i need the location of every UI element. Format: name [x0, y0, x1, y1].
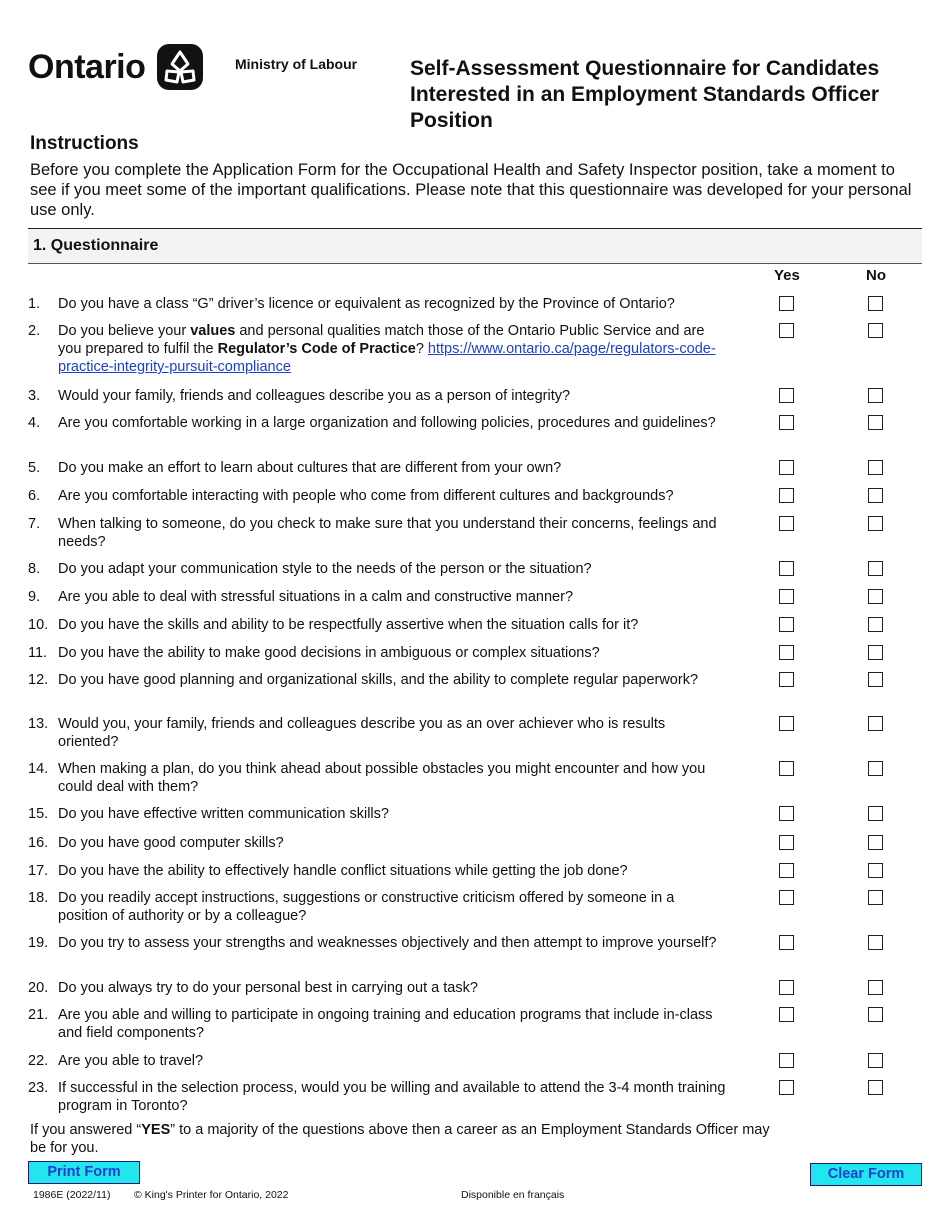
- question-text: Do you adapt your communication style to the needs of the person or the situation?: [58, 561, 592, 577]
- yes-checkbox[interactable]: [779, 296, 794, 311]
- clear-form-button[interactable]: Clear Form: [810, 1163, 922, 1186]
- yes-checkbox[interactable]: [779, 980, 794, 995]
- yes-checkbox[interactable]: [779, 890, 794, 905]
- no-checkbox[interactable]: [868, 672, 883, 687]
- question-number: 7.: [28, 516, 41, 532]
- no-checkbox[interactable]: [868, 388, 883, 403]
- question-text: Are you able to travel?: [58, 1053, 204, 1069]
- no-checkbox[interactable]: [868, 1007, 883, 1022]
- question-text: Would your family, friends and colleagues describe you as a person of integrity?: [58, 388, 571, 404]
- yes-checkbox[interactable]: [779, 645, 794, 660]
- question-text: Do you always try to do your personal best in carrying out a task?: [58, 980, 478, 996]
- question-number: 17.: [28, 863, 49, 879]
- question-text: When making a plan, do you think ahead about possible obstacles you might encounter and how you could deal with them?: [58, 761, 706, 795]
- no-checkbox[interactable]: [868, 806, 883, 821]
- question-number: 10.: [28, 617, 49, 633]
- question-text: Are you comfortable interacting with people who come from different cultures and backgrounds?: [58, 488, 674, 504]
- question-number: 2.: [28, 323, 41, 339]
- copyright: © King's Printer for Ontario, 2022: [134, 1189, 289, 1201]
- question-number: 13.: [28, 716, 49, 732]
- yes-checkbox[interactable]: [779, 388, 794, 403]
- french-version-note: Disponible en français: [461, 1189, 565, 1201]
- yes-checkbox[interactable]: [779, 460, 794, 475]
- question-number: 12.: [28, 672, 49, 688]
- form-title: Self-Assessment Questionnaire for Candidates Interested in an Employment Standards Officer Position: [410, 57, 880, 132]
- question-number: 3.: [28, 388, 41, 404]
- no-checkbox[interactable]: [868, 296, 883, 311]
- question-number: 20.: [28, 980, 49, 996]
- no-checkbox[interactable]: [868, 1053, 883, 1068]
- no-checkbox[interactable]: [868, 460, 883, 475]
- question-number: 14.: [28, 761, 49, 777]
- yes-checkbox[interactable]: [779, 516, 794, 531]
- yes-checkbox[interactable]: [779, 806, 794, 821]
- question-number: 9.: [28, 589, 41, 605]
- yes-checkbox[interactable]: [779, 863, 794, 878]
- no-checkbox[interactable]: [868, 863, 883, 878]
- code-of-practice-link[interactable]: https://www.ontario.ca/page/regulators-code-practice-integrity-pursuit-compliance: [58, 341, 716, 375]
- question-number: 1.: [28, 296, 41, 312]
- no-checkbox[interactable]: [868, 617, 883, 632]
- ministry-name: Ministry of Labour: [235, 56, 358, 72]
- question-number: 8.: [28, 561, 41, 577]
- yes-checkbox[interactable]: [779, 935, 794, 950]
- question-text: If successful in the selection process, would you be willing and available to attend the 3-4 month training program in Toronto?: [58, 1080, 726, 1114]
- question-number: 6.: [28, 488, 41, 504]
- no-checkbox[interactable]: [868, 835, 883, 850]
- question-text: Do you make an effort to learn about cultures that are different from your own?: [58, 460, 562, 476]
- yes-checkbox[interactable]: [779, 835, 794, 850]
- question-text: Do you have good planning and organizational skills, and the ability to complete regular paperwork?: [58, 672, 699, 688]
- question-number: 11.: [28, 645, 48, 661]
- question-number: 5.: [28, 460, 41, 476]
- yes-checkbox[interactable]: [779, 1053, 794, 1068]
- yes-checkbox[interactable]: [779, 561, 794, 576]
- question-text: Do you have a class “G” driver’s licence or equivalent as recognized by the Province of Ontario?: [58, 296, 675, 312]
- question-text: Do you have effective written communication skills?: [58, 806, 389, 822]
- yes-checkbox[interactable]: [779, 617, 794, 632]
- question-text: Do you have good computer skills?: [58, 835, 284, 851]
- question-text: Do you have the ability to make good decisions in ambiguous or complex situations?: [58, 645, 600, 661]
- question-text: When talking to someone, do you check to make sure that you understand their concerns, feelings and needs?: [58, 516, 717, 550]
- form-id: 1986E (2022/11): [33, 1189, 111, 1201]
- question-number: 15.: [28, 806, 49, 822]
- yes-checkbox[interactable]: [779, 672, 794, 687]
- no-checkbox[interactable]: [868, 516, 883, 531]
- question-number: 21.: [28, 1007, 49, 1023]
- question-text: Do you try to assess your strengths and weaknesses objectively and then attempt to improve yourself?: [58, 935, 717, 951]
- question-text: Would you, your family, friends and colleagues describe you as an over achiever who is results oriented?: [58, 716, 666, 750]
- section-header: [28, 228, 922, 264]
- no-checkbox[interactable]: [868, 645, 883, 660]
- instructions-heading: Instructions: [30, 133, 139, 154]
- no-checkbox[interactable]: [868, 323, 883, 338]
- question-text: Are you comfortable working in a large organization and following policies, procedures and guidelines?: [58, 415, 716, 431]
- no-column-header: No: [866, 267, 886, 284]
- no-checkbox[interactable]: [868, 1080, 883, 1095]
- yes-checkbox[interactable]: [779, 716, 794, 731]
- question-text: Do you have the skills and ability to be respectfully assertive when the situation calls for it?: [58, 617, 639, 633]
- no-checkbox[interactable]: [868, 415, 883, 430]
- yes-checkbox[interactable]: [779, 415, 794, 430]
- no-checkbox[interactable]: [868, 935, 883, 950]
- question-text: Do you readily accept instructions, suggestions or constructive criticism offered by someone in a position of authority or by a colleague?: [58, 890, 675, 924]
- print-form-button[interactable]: Print Form: [28, 1161, 140, 1184]
- question-number: 16.: [28, 835, 49, 851]
- instructions-body: Before you complete the Application Form for the Occupational Health and Safety Inspector position, take a moment to see if you meet some of the important qualifications. Please note that this questionnaire was developed for your personal use only.: [30, 161, 912, 219]
- no-checkbox[interactable]: [868, 761, 883, 776]
- yes-checkbox[interactable]: [779, 761, 794, 776]
- question-number: 19.: [28, 935, 49, 951]
- question-text: Do you have the ability to effectively handle conflict situations while getting the job done?: [58, 863, 628, 879]
- question-text: Are you able to deal with stressful situations in a calm and constructive manner?: [58, 589, 574, 605]
- question-text: Do you believe your values and personal qualities match those of the Ontario Public Service and are you prepared to fulfil the Regulator’s Code of Practice? https://www.ontario.ca/page/regulators-code-practice-integrity-pursuit-compliance: [58, 323, 716, 375]
- question-number: 23.: [28, 1080, 49, 1096]
- conclusion-text: If you answered “YES” to a majority of the questions above then a career as an Employment Standards Officer may be for you.: [30, 1122, 770, 1156]
- yes-checkbox[interactable]: [779, 589, 794, 604]
- yes-checkbox[interactable]: [779, 323, 794, 338]
- section-title: 1. Questionnaire: [33, 237, 159, 254]
- no-checkbox[interactable]: [868, 488, 883, 503]
- yes-checkbox[interactable]: [779, 488, 794, 503]
- no-checkbox[interactable]: [868, 716, 883, 731]
- question-number: 18.: [28, 890, 49, 906]
- question-number: 22.: [28, 1053, 49, 1069]
- question-text: Are you able and willing to participate in ongoing training and education programs that include in-class and field components?: [58, 1007, 713, 1041]
- ontario-logo-text: Ontario: [28, 48, 146, 86]
- no-checkbox[interactable]: [868, 589, 883, 604]
- no-checkbox[interactable]: [868, 890, 883, 905]
- no-checkbox[interactable]: [868, 980, 883, 995]
- no-checkbox[interactable]: [868, 561, 883, 576]
- yes-checkbox[interactable]: [779, 1007, 794, 1022]
- question-number: 4.: [28, 415, 41, 431]
- yes-column-header: Yes: [774, 267, 800, 284]
- trillium-logo-icon: [157, 44, 203, 90]
- yes-checkbox[interactable]: [779, 1080, 794, 1095]
